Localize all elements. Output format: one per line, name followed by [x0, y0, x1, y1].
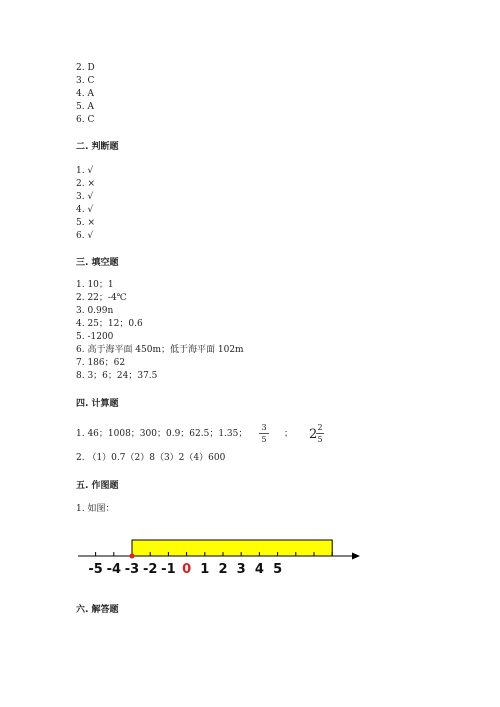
number-line-label: -1 [161, 562, 176, 577]
section-heading-drawing: 五. 作图题 [76, 481, 119, 491]
number-line-label: -4 [106, 562, 122, 577]
answer-line: 5. A [76, 102, 94, 112]
answer-line: 6. C [76, 115, 95, 125]
answer-line: 4. A [76, 89, 94, 99]
answer-line: 3. C [76, 76, 95, 86]
answer-line: 3. 0.99n [76, 306, 114, 316]
arrow-head-icon [352, 553, 360, 560]
answer-line: 4. √ [76, 205, 94, 215]
section-heading-calculation: 四. 计算题 [76, 399, 119, 409]
answer-line: 2. × [76, 179, 95, 189]
answer-line: 1. 如图： [76, 504, 115, 514]
separator: ； [284, 429, 294, 439]
answer-line: 2. （1）0.7（2）8（3）2（4）600 [76, 453, 226, 463]
answer-line: 8. 3；6；24；37.5 [76, 371, 158, 381]
answer-line: 4. 25；12；0.6 [76, 319, 143, 329]
answer-line: 1. √ [76, 166, 94, 176]
answer-line: 1. 46；1008；300；0.9；62.5；1.35； [76, 429, 248, 439]
number-line-label: 2 [218, 562, 228, 577]
fraction-denominator: 5 [261, 435, 267, 444]
fraction-numerator: 3 [261, 423, 267, 432]
answer-line: 6. 高于海平面 450m；低于海平面 102m [76, 345, 244, 355]
fraction-numerator: 2 [317, 423, 323, 432]
number-line-label: 1 [200, 562, 210, 577]
highlight-region [132, 540, 332, 556]
answer-line: 2. 22；-4℃ [76, 293, 127, 303]
answer-line: 6. √ [76, 231, 94, 241]
fraction-denominator: 5 [317, 435, 323, 444]
number-line-label: -2 [142, 562, 158, 577]
number-line-label: -3 [124, 562, 140, 577]
answer-line: 5. × [76, 218, 95, 228]
section-heading-judgement: 二. 判断题 [76, 142, 119, 152]
mixed-number-whole: 2 [309, 427, 318, 442]
answer-line: 7. 186；62 [76, 358, 126, 368]
number-line-label: 0 [182, 562, 192, 577]
number-line-label: 3 [236, 562, 246, 577]
start-point [130, 554, 135, 559]
number-line-label: 4 [254, 562, 264, 577]
number-line-label: 5 [273, 562, 283, 577]
section-heading-fill-in: 三. 填空题 [76, 258, 119, 268]
answer-line: 1. 10；1 [76, 280, 114, 290]
section-heading-word-problems: 六. 解答题 [76, 605, 119, 615]
answer-line: 2. D [76, 63, 95, 73]
answer-line: 5. -1200 [76, 332, 114, 342]
answer-line: 3. √ [76, 192, 94, 202]
number-line-label: -5 [88, 562, 103, 577]
